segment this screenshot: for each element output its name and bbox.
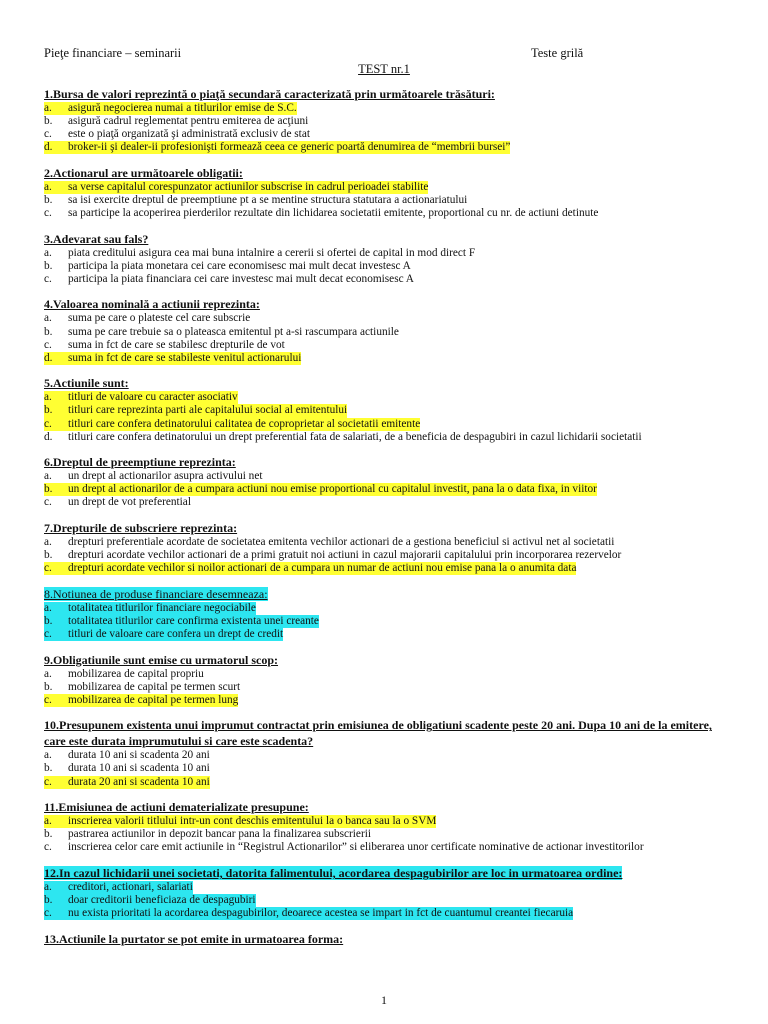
option-letter: a. bbox=[44, 470, 52, 483]
course-title: Pieţe financiare – seminarii bbox=[44, 46, 182, 60]
answer-option bbox=[44, 841, 734, 854]
question-block bbox=[44, 717, 734, 788]
question-title: 3.Adevarat sau fals? bbox=[44, 231, 149, 246]
option-letter: c. bbox=[44, 207, 52, 220]
answer-option bbox=[44, 312, 734, 325]
option-letter: c. bbox=[44, 496, 52, 509]
option-text: este o piaţă organizată şi administrată exclusiv de stat bbox=[68, 128, 310, 141]
answer-option bbox=[44, 828, 734, 841]
answer-option bbox=[44, 496, 734, 509]
option-text: broker-ii şi dealer-ii profesionişti formează ceea ce generic poartă denumirea de “membrii bursei” bbox=[68, 141, 511, 154]
option-text: titluri de valoare cu caracter asociativ bbox=[68, 391, 238, 404]
question-title: 7.Drepturile de subscriere reprezinta: bbox=[44, 520, 238, 535]
option-letter: c. bbox=[44, 776, 68, 789]
answer-option bbox=[44, 431, 734, 444]
answer-option bbox=[44, 115, 734, 128]
option-letter: a. bbox=[44, 246, 52, 259]
option-text: inscrierea valorii titlului intr-un cont deschis emitentului la o banca sau la o SVM bbox=[68, 815, 437, 828]
question-title: 2.Actionarul are următoarele obligatii: bbox=[44, 165, 243, 180]
question-title: 9.Obligatiunile sunt emise cu urmatorul scop: bbox=[44, 652, 279, 667]
option-text: durata 10 ani si scadenta 10 ani bbox=[68, 762, 210, 775]
option-text: sa participe la acoperirea pierderilor rezultate din lichidarea societatii emitente, proportional cu nr. de actiuni detinute bbox=[68, 207, 599, 220]
answer-option bbox=[44, 194, 734, 207]
option-text: durata 10 ani si scadenta 20 ani bbox=[68, 749, 210, 762]
section-label: Teste grilă bbox=[531, 46, 584, 60]
question-block bbox=[44, 454, 734, 509]
option-letter: c. bbox=[44, 694, 68, 707]
option-text: asigură negocierea numai a titlurilor emise de S.C. bbox=[68, 102, 297, 114]
answer-option bbox=[44, 668, 734, 681]
option-letter: b. bbox=[44, 193, 53, 206]
answer-option bbox=[44, 549, 734, 562]
answer-option bbox=[44, 483, 734, 496]
option-text: un drept de vot preferential bbox=[68, 496, 191, 509]
option-text: titluri care reprezinta parti ale capitalului social al emitentului bbox=[68, 404, 348, 417]
option-letter: b. bbox=[44, 115, 53, 128]
answer-option bbox=[44, 615, 734, 628]
question-block bbox=[44, 86, 734, 154]
question-title-row bbox=[44, 231, 734, 247]
question-block bbox=[44, 865, 734, 920]
option-letter: a. bbox=[44, 535, 52, 548]
option-letter: b. bbox=[44, 325, 53, 338]
option-letter: c. bbox=[44, 338, 52, 351]
option-letter: b. bbox=[44, 615, 68, 628]
option-letter: b. bbox=[44, 828, 53, 841]
option-text: inscrierea celor care emit actiunile in “Registrul Actionarilor” si eliberarea unor certificate nominative de actionar investitorilor bbox=[68, 841, 644, 854]
answer-option bbox=[44, 207, 734, 220]
question-title: 12.In cazul lichidarii unei societati, datorita falimentului, acordarea despagubirilor are loc in urmatoarea ordine: bbox=[44, 865, 623, 880]
option-text: titluri care confera detinatorului un drept preferential fata de salariati, de a beneficia de despagubiri in cazul lichidarii societatii bbox=[68, 430, 642, 443]
question-block bbox=[44, 375, 734, 443]
question-title: 4.Valoarea nominală a actiunii reprezinta: bbox=[44, 297, 260, 312]
question-block bbox=[44, 931, 734, 947]
question-title-row bbox=[44, 296, 734, 312]
option-text: suma in fct de care se stabilesc drepturile de vot bbox=[68, 338, 285, 351]
answer-option bbox=[44, 881, 734, 894]
answer-option bbox=[44, 273, 734, 286]
option-letter: b. bbox=[44, 894, 68, 907]
option-text: doar creditorii beneficiaza de despagubiri bbox=[68, 893, 256, 906]
test-title: TEST nr.1 bbox=[358, 62, 410, 76]
option-letter: c. bbox=[44, 418, 68, 431]
question-title: 13.Actiunile la purtator se pot emite in urmatoarea forma: bbox=[44, 931, 344, 946]
option-text: drepturi acordate vechilor si noilor actionari de a cumpara un numar de actiuni nou emise pana la o anumita data bbox=[68, 562, 577, 575]
option-text: piata creditului asigura cea mai buna intalnire a cererii si ofertei de capital in mod direct F bbox=[68, 246, 476, 259]
question-title-row bbox=[44, 717, 734, 749]
option-text: pastrarea actiunilor in depozit bancar pana la finalizarea subscrierii bbox=[68, 828, 371, 841]
option-letter: a. bbox=[44, 181, 68, 194]
option-letter: c. bbox=[44, 272, 52, 285]
page-number: 1 bbox=[381, 993, 387, 1007]
question-title: 5.Actiunile sunt: bbox=[44, 376, 129, 391]
option-text: creditori, actionari, salariati bbox=[68, 880, 193, 893]
question-block bbox=[44, 165, 734, 220]
question-title-row bbox=[44, 375, 734, 391]
question-block bbox=[44, 520, 734, 575]
answer-option bbox=[44, 326, 734, 339]
question-title-row bbox=[44, 86, 734, 102]
question-title: 8.Notiunea de produse financiare desemneaza: bbox=[44, 586, 268, 601]
option-letter: c. bbox=[44, 841, 52, 854]
option-text: un drept al actionarilor asupra activului net bbox=[68, 470, 263, 483]
answer-option bbox=[44, 776, 734, 789]
option-text: drepturi preferentiale acordate de societatea emitenta vechilor actionari de a gestiona beneficiul si activul net al societatii bbox=[68, 535, 615, 548]
option-letter: b. bbox=[44, 549, 53, 562]
option-text: titluri care confera detinatorului calitatea de coproprietar al societatii emitente bbox=[68, 417, 421, 430]
option-letter: a. bbox=[44, 667, 52, 680]
answer-option bbox=[44, 749, 734, 762]
question-title-row bbox=[44, 799, 734, 815]
answer-option bbox=[44, 562, 734, 575]
answer-option bbox=[44, 339, 734, 352]
option-letter: d. bbox=[44, 430, 53, 443]
option-letter: a. bbox=[44, 815, 68, 828]
option-letter: b. bbox=[44, 762, 53, 775]
option-letter: a. bbox=[44, 602, 68, 615]
answer-option bbox=[44, 681, 734, 694]
question-title-row bbox=[44, 865, 734, 881]
option-text: un drept al actionarilor de a cumpara actiuni nou emise proportional cu capitalul investit, pana la o data fixa, in viitor bbox=[68, 483, 597, 496]
option-text: sa verse capitalul corespunzator actiunilor subscrise in cadrul perioadei stabilite bbox=[68, 180, 429, 193]
option-letter: a. bbox=[44, 881, 68, 894]
answer-option bbox=[44, 418, 734, 431]
option-text: titluri de valoare care confera un drept de credit bbox=[68, 627, 284, 640]
option-text: drepturi acordate vechilor actionari de a primi gratuit noi actiuni in cazul majorarii capitalului prin incorporarea rezervelor bbox=[68, 549, 622, 562]
answer-option bbox=[44, 536, 734, 549]
option-text: sa isi exercite dreptul de preemptiune pt a se mentine structura statutara a actionariatului bbox=[68, 193, 468, 206]
answer-option bbox=[44, 894, 734, 907]
option-text: durata 20 ani si scadenta 10 ani bbox=[68, 775, 210, 788]
answer-option bbox=[44, 352, 734, 365]
option-letter: c. bbox=[44, 907, 68, 920]
question-title-row bbox=[44, 454, 734, 470]
answer-option bbox=[44, 102, 734, 115]
answer-option bbox=[44, 260, 734, 273]
answer-option bbox=[44, 470, 734, 483]
option-text: suma pe care o plateste cel care subscrie bbox=[68, 312, 251, 325]
question-title-row bbox=[44, 520, 734, 536]
option-text: totalitatea titlurilor care confirma existenta unei creante bbox=[68, 614, 319, 627]
question-block bbox=[44, 799, 734, 854]
answer-option bbox=[44, 602, 734, 615]
option-letter: b. bbox=[44, 259, 53, 272]
question-title: 10.Presupunem existenta unui imprumut contractat prin emisiunea de obligatiuni scadente peste 20 ani. Dupa 10 ani de la emitere, care este durata imprumutului si care este scadenta? bbox=[44, 718, 712, 749]
option-text: mobilizarea de capital pe termen scurt bbox=[68, 680, 241, 693]
answer-option bbox=[44, 628, 734, 641]
answer-option bbox=[44, 907, 734, 920]
question-title-row bbox=[44, 165, 734, 181]
answer-option bbox=[44, 694, 734, 707]
option-letter: a. bbox=[44, 312, 52, 325]
question-block bbox=[44, 586, 734, 641]
questions-list bbox=[44, 86, 734, 947]
answer-option bbox=[44, 181, 734, 194]
option-letter: d. bbox=[44, 352, 68, 365]
option-letter: a. bbox=[44, 749, 52, 762]
option-text: mobilizarea de capital pe termen lung bbox=[68, 693, 239, 706]
option-letter: b. bbox=[44, 404, 68, 417]
option-letter: d. bbox=[44, 141, 68, 154]
option-text: suma pe care trebuie sa o plateasca emitentul pt a-si rascumpara actiunile bbox=[68, 325, 399, 338]
answer-option bbox=[44, 815, 734, 828]
answer-option bbox=[44, 404, 734, 417]
option-text: mobilizarea de capital propriu bbox=[68, 667, 204, 680]
option-text: participa la piata financiara cei care investesc mai mult decat economisesc A bbox=[68, 272, 414, 285]
option-letter: b. bbox=[44, 680, 53, 693]
option-letter: c. bbox=[44, 562, 68, 575]
question-title: 6.Dreptul de preemptiune reprezinta: bbox=[44, 455, 236, 470]
question-title: 1.Bursa de valori reprezintă o piaţă secundară caracterizată prin următoarele trăsături: bbox=[44, 87, 495, 101]
option-text: nu exista prioritati la acordarea despagubirilor, deoarece acestea se impart in fct de cuantumul creantei fiecaruia bbox=[68, 907, 574, 920]
option-text: participa la piata monetara cei care economisesc mai mult decat investesc A bbox=[68, 259, 411, 272]
answer-option bbox=[44, 762, 734, 775]
answer-option bbox=[44, 391, 734, 404]
question-block bbox=[44, 296, 734, 364]
answer-option bbox=[44, 128, 734, 141]
question-block bbox=[44, 652, 734, 707]
option-letter: c. bbox=[44, 628, 68, 641]
option-text: asigură cadrul reglementat pentru emiterea de acţiuni bbox=[68, 115, 309, 128]
question-title-row bbox=[44, 931, 734, 947]
question-title-row bbox=[44, 652, 734, 668]
option-letter: b. bbox=[44, 483, 68, 496]
option-letter: c. bbox=[44, 128, 52, 141]
question-title-row bbox=[44, 586, 734, 602]
answer-option bbox=[44, 141, 734, 154]
option-letter: a. bbox=[44, 102, 68, 115]
option-text: totalitatea titlurilor financiare negociabile bbox=[68, 601, 256, 614]
option-letter: a. bbox=[44, 391, 68, 404]
question-title: 11.Emisiunea de actiuni dematerializate presupune: bbox=[44, 800, 309, 815]
question-block bbox=[44, 231, 734, 286]
option-text: suma in fct de care se stabileste venitul actionarului bbox=[68, 351, 302, 364]
answer-option bbox=[44, 247, 734, 260]
